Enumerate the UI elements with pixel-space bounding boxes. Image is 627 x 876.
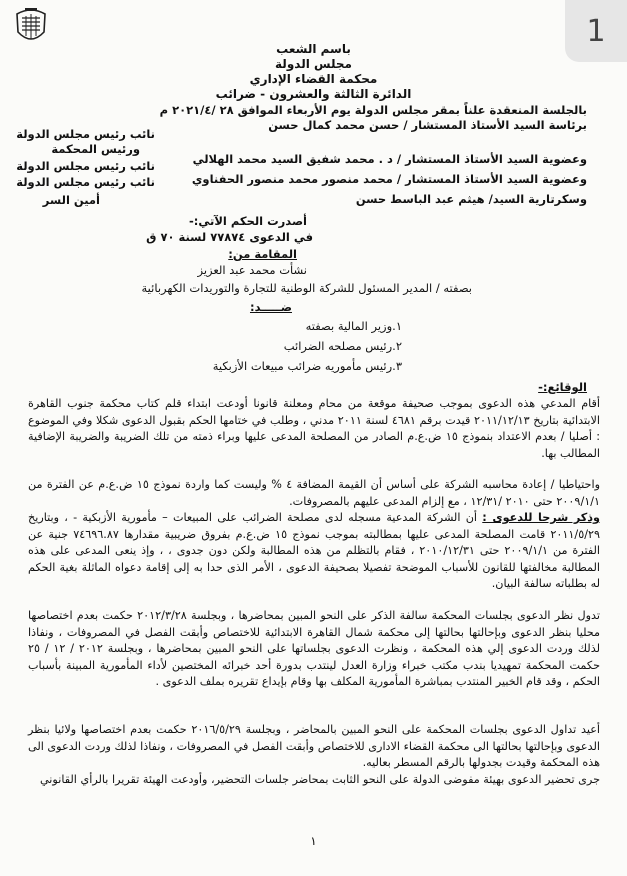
case-number: في الدعوى ٧٧٨٧٤ لسنة ٧٠ ق xyxy=(146,230,313,244)
facts-paragraph-6: جرى تحضير الدعوى بهيئة مفوضى الدولة على النحو الثابت بمحاضر جلسات التحضير، وأودعت الهيئة تقريرا بالرأي القانوني xyxy=(39,773,600,786)
facts-explanation-text: أن الشركة المدعية مسجله لدى مصلحة الضرائب على المبيعات – مأمورية الأزبكية - ، وبتاريخ ٢٠١١/٥/٢٩ قامت المصلحة المدعى عليها بمطالبته بموجب نموذج ١٥ ض.ع.م بفروق ضريبية مقدارها ٧٤٦٩٦.٨٧ جنية عن الفترة من ٢٠٠٩/١/١ حتى ٢٠١٠/١٢/٣١ ، فقام بالتظلم من هذه المطالبة ولكن دون جدوى ، ، وإذ ينعى المدعى على هذه المطالبة مخالفتها للقانون للأسباب الموضحة تفصيلا بصحيفة الدعوى ، الأمر الذى حدا به إلى إقامة دعواه الماثلة بغية الحكم له بطلباته سالفة البيان. xyxy=(28,511,600,590)
ruling-issued: أصدرت الحكم الآتي:- xyxy=(189,214,307,228)
facts-paragraph-4: تدول نظر الدعوى بجلسات المحكمة سالفة الذكر على النحو المبين بمحاضرها ، وبجلسة ٢٠١٢/٣/٢٨ حكمت بعدم اختصاصها محليا بنظر الدعوى وبإحالتها بحالتها إلى محكمة شمال القاهرة الابتدائية للاختصاص وأبقت الفصل في المصروفات ، ونفاذا لذلك وردت الدعوى إلي هذه المحكمة ، ونظرت الدعوى بجلساتها على النحو المبين بمحاضرها ، وبجلسة ٢٠١٢ / ١٢ / ٢٥ حكمت المحكمة تمهيديا بندب مكتب خبراء وزارة العدل لينتدب بدورة أحد خبرائه المختصين لأداء المأمورية المبينة بأسباب الحكم ، وقد قام الخبير المنتدب بمباشرة المأمورية المكلف بها وقام بإيداع تقريره بملف الدعوى . xyxy=(28,609,600,688)
facts-paragraph-3 xyxy=(28,510,600,593)
member-two: وعضوية السيد الأستاذ المستشار / محمد منصور محمد منصور الحفناوي xyxy=(191,172,587,186)
facts-label: الوقائع:- xyxy=(538,380,587,394)
member-one-title: نائب رئيس مجلس الدولة xyxy=(16,159,155,173)
facts-paragraph-5: أعيد تداول الدعوى بجلسات المحكمة على النحو المبين بالمحاضر ، وبجلسة ٢٠١٦/٥/٢٩ حكمت بعدم اختصاصها ولائيا بنظر الدعوى وبإحالتها بحالتها الى محكمة القضاء الادارى للاختصاص وأبقت الفصل في المصروفات ، ونفاذا لذلك وردت الدعوى الى هذه المحكمة وقيدت بجدولها بالرقم المسطر بعاليه. xyxy=(28,723,600,769)
header-line-people: باسم الشعب xyxy=(276,42,351,56)
header-line-court: محكمة القضاء الإداري xyxy=(249,72,378,86)
session-president: برئاسة السيد الأستاذ المستشار / حسن محمد كمال حسن xyxy=(268,118,587,132)
secretary-title: أمين السر xyxy=(42,193,100,207)
against-label: ضـــــد: xyxy=(249,300,292,314)
session-date: بالجلسة المنعقدة علناً بمقر مجلس الدولة يوم الأربعاء الموافق ٢٨ /٢٠٢١/٤ م xyxy=(159,103,587,117)
facts-paragraph-2: واحتياطيا / إعادة محاسبه الشركة على أساس أن القيمة المضافة ٤ % وليست كما واردة نموذج ١٥ ض.ع.م عن الفترة من ٢٠٠٩/١/١ حتى ٢٠١٠ /١٢/٣١ ، مع إلزام المدعى عليهم بالمصروفات. xyxy=(28,478,600,508)
member-one: وعضوية السيد الأستاذ المستشار / د . محمد شفيق السيد محمد الهلالي xyxy=(192,152,587,166)
state-council-emblem-icon xyxy=(14,6,48,46)
header-line-circuit: الدائرة الثالثة والعشرون - ضرائب xyxy=(215,87,412,101)
facts-explanation-label: وذكر شرحا للدعوى : xyxy=(482,511,600,524)
defendant-two: ٢.رئيس مصلحه الضرائب xyxy=(283,339,402,353)
page-footer-number: ١ xyxy=(310,834,317,848)
member-two-title: نائب رئيس مجلس الدولة xyxy=(16,175,155,189)
plaintiff-name: نشأت محمد عبد العزيز xyxy=(197,263,307,277)
plaintiff-capacity: بصفته / المدير المسئول للشركة الوطنية للتجارة والتوريدات الكهربائية xyxy=(141,281,472,295)
secretary: وسكرتارية السيد/ هيثم عبد الباسط حسن xyxy=(355,192,587,206)
facts-paragraph-1: أقام المدعي هذه الدعوى بموجب صحيفة موقعة من محام ومعلنة قانونا أودعت ابتداء قلم كتاب محكمة جنوب القاهرة الابتدائية بتاريخ ٢٠١١/١٢/١٣ قيدت برقم ٤٦٨١ لسنة ٢٠١١ مدني ، وطلب في ختامها الحكم بقبول الدعوى شكلا وفي الموضوع : أصليا / بعدم الاعتداد بنموذج ١٥ ض.ع.م الصادر من المصلحة المدعى عليها وبراء ذمته من تلك الضريبة والضريبة الإضافية المطالب بها. xyxy=(28,397,600,460)
president-title: نائب رئيس مجلس الدولة xyxy=(16,127,155,141)
header-line-council: مجلس الدولة xyxy=(275,57,352,71)
filed-by-label: المقامة من: xyxy=(228,247,297,261)
president-title-court: ورئيس المحكمة xyxy=(51,142,140,156)
defendant-one: ١.وزير المالية بصفته xyxy=(305,319,402,333)
page-badge-number: 1 xyxy=(586,13,606,49)
defendant-three: ٣.رئيس مأموريه ضرائب مبيعات الأزبكية xyxy=(212,359,402,373)
